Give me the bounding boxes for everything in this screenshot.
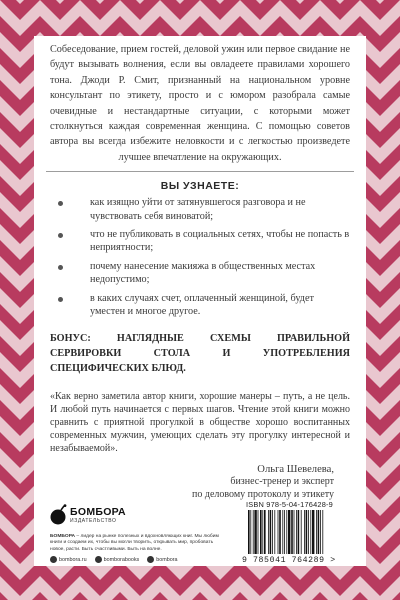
quote-signature	[50, 464, 350, 502]
isbn-text: ISBN 978-5-04-176428-9	[246, 500, 333, 509]
barcode-bar	[258, 510, 259, 554]
barcode-bar	[316, 510, 317, 554]
list-item: как изящно уйти от затянувшегося разговора и не чувствовать себя виноватой;	[90, 196, 350, 223]
barcode-bar	[304, 510, 305, 554]
social-link[interactable]: bomborabooks	[95, 556, 140, 563]
bullet-icon	[58, 233, 63, 238]
social-icon	[147, 556, 154, 563]
bullet-icon	[58, 297, 63, 302]
barcode-bar	[254, 510, 256, 554]
divider-line	[46, 171, 354, 172]
barcode-bar	[310, 510, 311, 554]
intro-paragraph: Собеседование, прием гостей, деловой ужин или первое свидание не будут вызывать волнения, если вы овладеете правилами хорошего тона. Джоди Р. Смит, признанный на национальном уровне консультант по этикету, просто и с юмором разобрала самые очевидные и нестандартные ситуации, с которыми может столкнуться каждая современная женщина. С помощью советов автора вы всегда избежите неловкости и с легкостью произведете лучшее впечатление на окружающих.	[50, 44, 350, 163]
barcode-bar	[248, 510, 250, 554]
publisher-blurb: БОМБОРА – лидер на рынке полезных и вдохновляющих книг. Мы любим книги и создаем их, чтобы вы могли творить, открывать мир, пробовать новое, расти. Быть счастливыми. Быть на волне.	[50, 534, 219, 552]
barcode-bar	[312, 510, 314, 554]
bonus-text: БОНУС: НАГЛЯДНЫЕ СХЕМЫ ПРАВИЛЬНОЙ СЕРВИРОВКИ СТОЛА И УПОТРЕБЛЕНИЯ СПЕЦИФИЧЕСКИХ БЛЮД.	[50, 332, 350, 374]
barcode	[244, 510, 352, 556]
learn-heading: ВЫ УЗНАЕТЕ:	[160, 180, 240, 193]
barcode-bar	[308, 510, 309, 554]
barcode-bar	[306, 510, 308, 554]
signature-title: бизнес-тренер и эксперт	[230, 476, 334, 488]
bomb-icon	[50, 504, 68, 526]
barcode-number: 9 785041 764289 >	[242, 556, 336, 565]
mail-icon	[50, 556, 57, 563]
barcode-bar	[301, 510, 302, 554]
barcode-bar	[262, 510, 263, 554]
barcode-bar	[268, 510, 269, 554]
social-link[interactable]: bombora.ru	[50, 556, 87, 563]
barcode-bar	[270, 510, 272, 554]
publisher-footer	[50, 500, 354, 566]
barcode-bar	[286, 510, 287, 554]
barcode-bar	[298, 510, 300, 554]
back-cover-panel	[34, 36, 366, 566]
barcode-bar	[253, 510, 254, 554]
social-icon	[95, 556, 102, 563]
review-quote: «Как верно заметила автор книги, хорошие манеры – путь, а не цель. И любой путь начинается с первых шагов. Чтение этой книги можно сравнить с приятной прогулкой в обществе хорошо воспитанных современных мужчин, умеющих сделать эту прогулку интересной и незабываемой».	[50, 390, 350, 455]
barcode-bar	[322, 510, 323, 554]
publisher-logo	[50, 504, 126, 530]
learn-list	[50, 196, 350, 318]
barcode-bar	[278, 510, 279, 554]
signature-name: Ольга Шевелева,	[257, 463, 334, 475]
bullet-icon	[58, 265, 63, 270]
bullet-icon	[58, 201, 63, 206]
logo-text: БОМБОРА	[70, 506, 126, 518]
barcode-bar	[272, 510, 273, 554]
barcode-bar	[294, 510, 295, 554]
barcode-bar	[282, 510, 283, 554]
barcode-bar	[284, 510, 285, 554]
signature-title: по деловому протоколу и этикету	[192, 488, 334, 500]
barcode-bar	[279, 510, 281, 554]
barcode-bar	[288, 510, 290, 554]
barcode-bar	[291, 510, 293, 554]
social-links	[50, 556, 240, 563]
barcode-bar	[296, 510, 297, 554]
barcode-bar	[250, 510, 251, 554]
list-item: в каких случаях счет, оплаченный женщиной, будет уместен и многое другое.	[90, 292, 350, 319]
barcode-bar	[318, 510, 320, 554]
barcode-bar	[264, 510, 266, 554]
barcode-bar	[320, 510, 321, 554]
list-item: почему нанесение макияжа в общественных местах недопустимо;	[90, 260, 350, 287]
barcode-bar	[274, 510, 275, 554]
logo-subtitle: ИЗДАТЕЛЬСТВО	[70, 518, 117, 524]
social-link[interactable]: bombora	[147, 556, 177, 563]
list-item: что не публиковать в социальных сетях, чтобы не попасть в неприятности;	[90, 228, 350, 255]
barcode-bar	[260, 510, 262, 554]
